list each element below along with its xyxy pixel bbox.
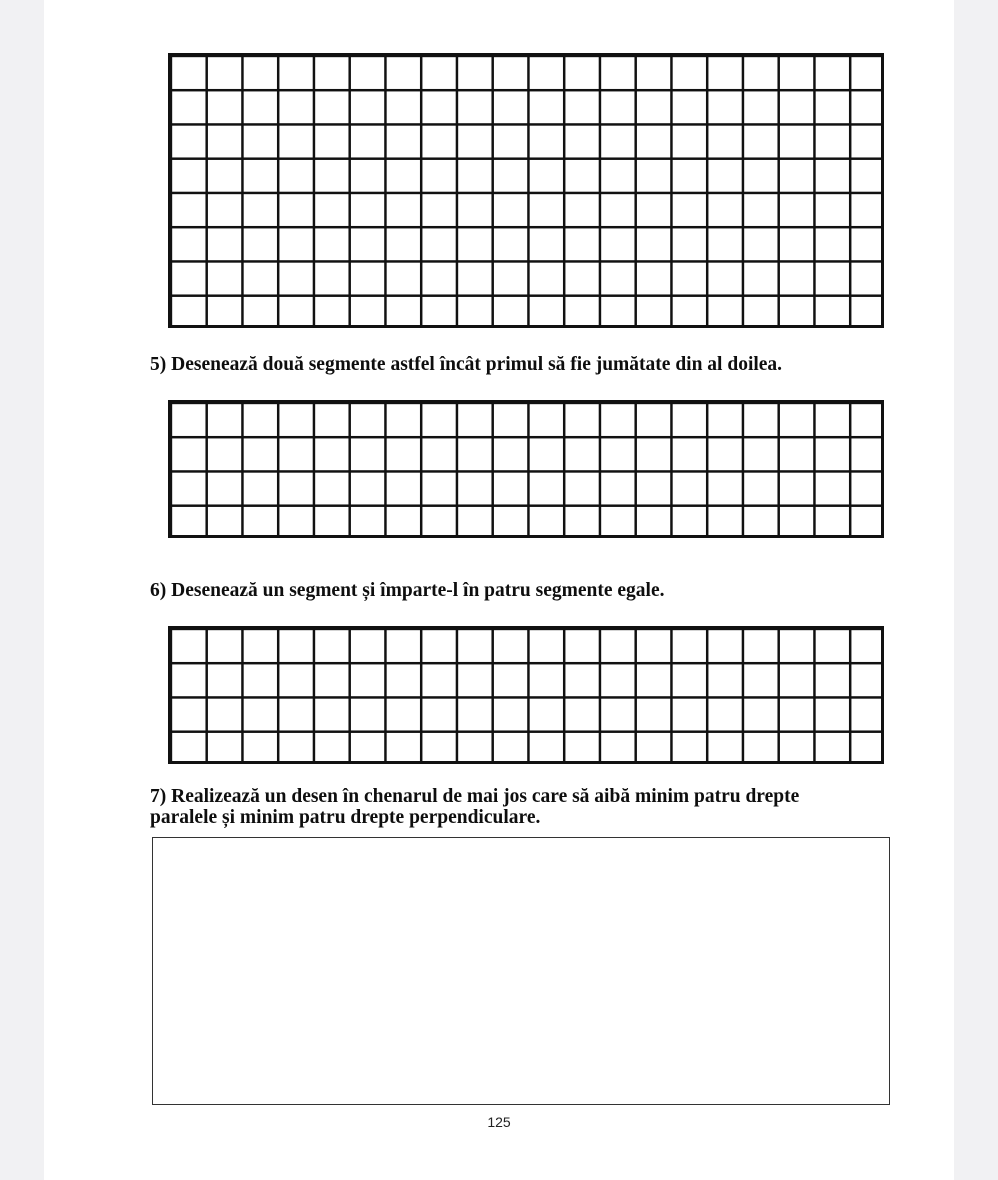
drawing-grid-top[interactable]: [168, 53, 884, 328]
page-number: 125: [487, 1114, 511, 1130]
drawing-grid-question-5[interactable]: [168, 400, 884, 538]
question-5: 5) Desenează două segmente astfel încât primul să fie jumătate din al doilea.: [150, 354, 783, 375]
drawing-grid-question-6[interactable]: [168, 626, 884, 764]
worksheet-page: [44, 0, 954, 1180]
question-7: 7) Realizează un desen în chenarul de mai jos care să aibă minim patru drepte paralele și minim patru drepte perpendiculare.: [150, 786, 800, 828]
drawing-box-question-7[interactable]: [152, 837, 890, 1105]
question-6: 6) Desenează un segment și împarte-l în patru segmente egale.: [150, 580, 665, 601]
